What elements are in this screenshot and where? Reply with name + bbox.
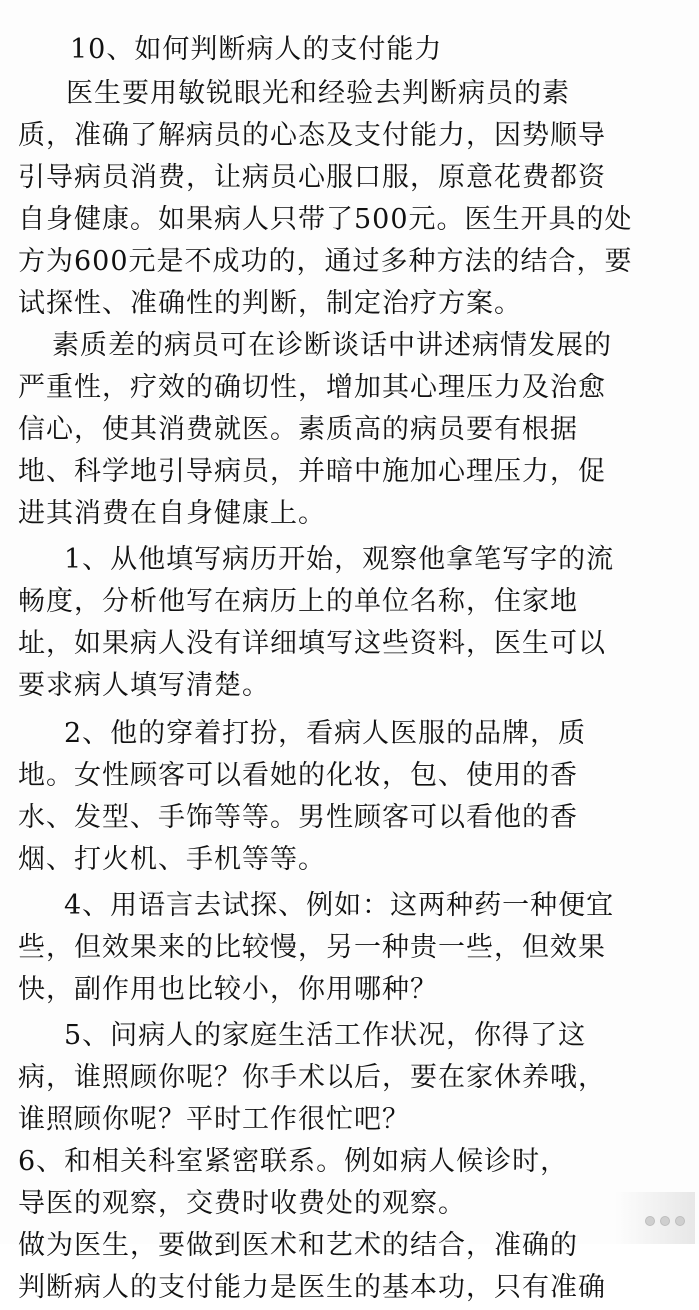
paragraph-line: 严重性，疗效的确切性，增加其心理压力及治愈 <box>18 372 606 403</box>
list-item-line: 6、和相关科室紧密联系。例如病人候诊时， <box>18 1146 569 1177</box>
list-item-line: 1、从他填写病历开始，观察他拿笔写字的流 <box>64 544 615 575</box>
paragraph-line: 方为600元是不成功的，通过多种方法的结合，要 <box>18 246 633 277</box>
list-item-line: 畅度，分析他写在病历上的单位名称，住家地 <box>18 586 578 617</box>
paragraph-line: 素质差的病员可在诊断谈话中讲述病情发展的 <box>52 330 612 361</box>
list-item-line: 4、用语言去试探、例如：这两种药一种便宜 <box>64 890 615 921</box>
list-item-line: 地。女性顾客可以看她的化妆，包、使用的香 <box>18 760 578 791</box>
list-item-line: 谁照顾你呢？平时工作很忙吧？ <box>18 1104 410 1135</box>
paragraph-line: 进其消费在自身健康上。 <box>18 498 326 529</box>
list-item-line: 5、问病人的家庭生活工作状况，你得了这 <box>64 1020 587 1051</box>
more-dot <box>660 1216 670 1226</box>
list-item-line: 病，谁照顾你呢？你手术以后，要在家休养哦， <box>18 1062 606 1093</box>
section-heading: 10、如何判断病人的支付能力 <box>70 34 443 65</box>
paragraph-line: 地、科学地引导病员，并暗中施加心理压力，促 <box>18 456 606 487</box>
paragraph-line: 质，准确了解病员的心态及支付能力，因势顺导 <box>18 120 606 151</box>
list-item-line: 要求病人填写清楚。 <box>18 670 270 701</box>
list-item-line: 烟、打火机、手机等等。 <box>18 844 326 875</box>
paragraph-line: 做为医生，要做到医术和艺术的结合，准确的 <box>18 1230 578 1261</box>
more-icon[interactable] <box>645 1216 685 1226</box>
list-item-line: 些，但效果来的比较慢，另一种贵一些，但效果 <box>18 932 606 963</box>
list-item-line: 址，如果病人没有详细填写这些资料，医生可以 <box>18 628 606 659</box>
paragraph-line: 试探性、准确性的判断，制定治疗方案。 <box>18 288 522 319</box>
paragraph-line: 医生要用敏锐眼光和经验去判断病员的素 <box>66 78 570 109</box>
list-item-line: 导医的观察，交费时收费处的观察。 <box>18 1188 466 1219</box>
list-item-line: 水、发型、手饰等等。男性顾客可以看他的香 <box>18 802 578 833</box>
paragraph-line: 信心，使其消费就医。素质高的病员要有根据 <box>18 414 578 445</box>
list-item-line: 2、他的穿着打扮，看病人医服的品牌，质 <box>64 718 587 749</box>
paragraph-line: 判断病人的支付能力是医生的基本功，只有准确 <box>18 1272 606 1303</box>
paragraph-line: 引导病员消费，让病员心服口服，原意花费都资 <box>18 162 606 193</box>
list-item-line: 快，副作用也比较小，你用哪种？ <box>18 974 438 1005</box>
paragraph-line: 自身健康。如果病人只带了500元。医生开具的处 <box>18 204 633 235</box>
more-dot <box>675 1216 685 1226</box>
more-dot <box>645 1216 655 1226</box>
